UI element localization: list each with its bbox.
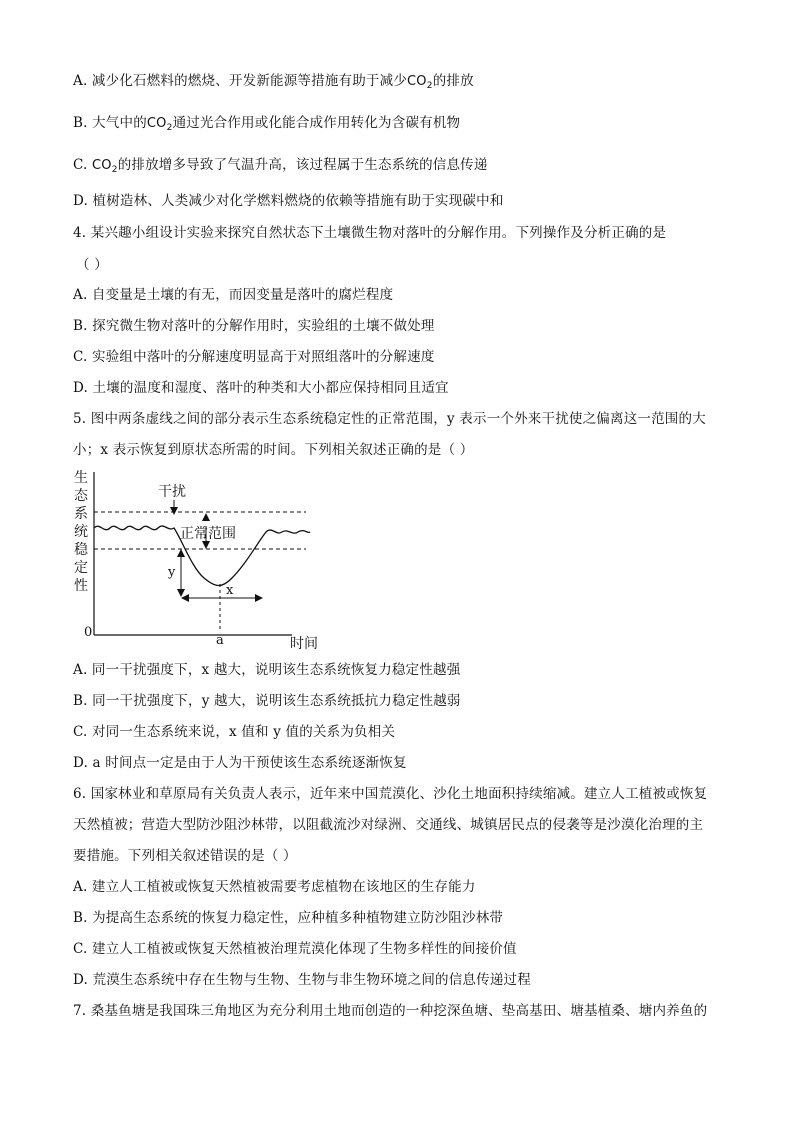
q7-stem-line1: 7. 桑基鱼塘是我国珠三角地区为充分利用土地而创造的一种挖深鱼塘、垫高基田、塘基植桑、塘内养鱼的 [73,1003,708,1019]
y-axis-label-char: 定 [74,560,88,576]
y-axis-label-char: 性 [74,578,88,594]
q3-option-b-text-end: 通过光合作用或化能合成作用转化为含碳有机物 [172,115,461,131]
q5-option-a: A. 同一干扰强度下，x 越大，说明该生态系统恢复力稳定性越强 [73,662,461,678]
q5-stem-line1: 5. 图中两条虚线之间的部分表示生态系统稳定性的正常范围，y 表示一个外来干扰使之偏离这一范围的大 [73,411,706,427]
y-axis-label-char: 统 [74,524,88,540]
y-axis-label [74,470,89,594]
normal-range-label: 正常范围 [180,526,236,542]
y-label: y [168,565,176,580]
q4-option-c: C. 实验组中落叶的分解速度明显高于对照组落叶的分解速度 [73,349,435,365]
stability-diagram [70,470,330,650]
q4-answer-paren: （ ） [76,257,108,273]
origin-label: 0 [84,625,93,640]
q3-option-b-text: B. 大气中的 [73,115,147,131]
q4-stem: 4. 某兴趣小组设计实验来探究自然状态下土壤微生物对落叶的分解作用。下列操作及分析正确的是 [73,225,667,241]
q6-option-a: A. 建立人工植被或恢复天然植被需要考虑植物在该地区的生存能力 [73,879,476,895]
q3-option-c [73,156,488,179]
x-axis-label: 时间 [290,636,318,650]
q6-option-d: D. 荒漠生态系统中存在生物与生物、生物与非生物环境之间的信息传递过程 [73,972,531,988]
q5-stem-line2: 小；x 表示恢复到原状态所需的时间。下列相关叙述正确的是（ ） [73,442,474,458]
co2-formula: $CO_2$ [407,74,433,91]
q3-option-c-label: C. [73,157,93,173]
disturbance-label: 干扰 [158,484,186,500]
q6-option-c: C. 建立人工植被或恢复天然植被治理荒漠化体现了生物多样性的间接价值 [73,941,517,957]
q3-option-b [73,114,460,137]
q5-option-b: B. 同一干扰强度下，y 越大，说明该生态系统抵抗力稳定性越弱 [73,693,461,709]
q5-option-c: C. 对同一生态系统来说，x 值和 y 值的关系为负相关 [73,724,396,740]
q6-stem-line2: 天然植被；营造大型防沙阻沙林带，以阻截流沙对绿洲、交通线、城镇居民点的侵袭等是沙漠化治理的主 [73,817,704,833]
y-axis-label-char: 生 [74,470,88,486]
q6-option-b: B. 为提高生态系统的恢复力稳定性，应种植多种植物建立防沙阻沙林带 [73,910,504,926]
q3-option-c-text: 的排放增多导致了气温升高，该过程属于生态系统的信息传递 [117,157,488,173]
y-axis-label-char: 系 [74,506,88,522]
q4-option-a: A. 自变量是土壤的有无，而因变量是落叶的腐烂程度 [73,287,394,303]
q3-option-a [73,72,474,95]
q4-option-d: D. 土壤的温度和湿度、落叶的种类和大小都应保持相同且适宜 [73,380,449,396]
co2-formula: $CO_2$ [146,116,173,133]
q3-option-a-text-end: 的排放 [432,73,474,89]
a-label: a [216,633,224,648]
co2-formula: $CO_2$ [92,158,118,175]
q5-option-d: D. a 时间点一定是由于人为干预使该生态系统逐渐恢复 [73,755,407,771]
y-axis-label-char: 稳 [74,542,88,558]
q4-option-b: B. 探究微生物对落叶的分解作用时，实验组的土壤不做处理 [73,318,435,334]
q6-stem-line1: 6. 国家林业和草原局有关负责人表示，近年来中国荒漠化、沙化土地面积持续缩减。建立人工植被或恢复 [73,786,708,802]
q6-stem-line3: 要措施。下列相关叙述错误的是（ ） [73,848,297,864]
q3-option-d: D. 植树造林、人类减少对化学燃料燃烧的依赖等措施有助于实现碳中和 [73,193,504,209]
q3-option-a-text: A. 减少化石燃料的燃烧、开发新能源等措施有助于减少 [73,73,408,89]
x-label: x [226,583,234,598]
y-axis-label-char: 态 [74,488,88,504]
